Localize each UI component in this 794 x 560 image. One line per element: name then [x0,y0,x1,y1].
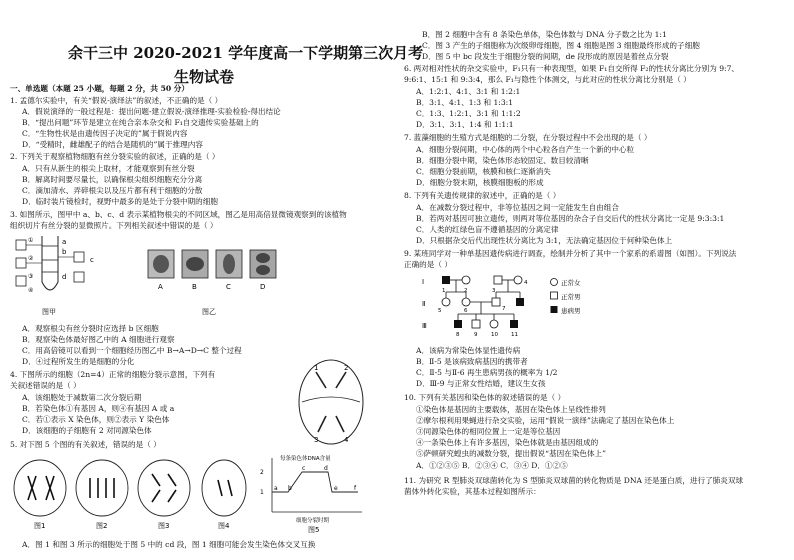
q3-option-d: D．④过程所发生的是细胞的分化 [22,357,135,366]
q3-option-a: A．观察根尖有丝分裂时应选择 b 区细胞 [22,324,159,333]
fig4-label-1: 1 [314,364,319,372]
q1-option-c: C．“生物性状是由遗传因子决定的”属于假说内容 [22,129,188,138]
chart-point-c: c [302,465,306,472]
legend-normal-male: 正常男 [561,293,581,301]
fig5-cells [14,460,246,530]
pedigree-num-4: 4 [524,280,528,286]
question-1: 1. 孟德尔实验中，有关“假说-演绎法”的叙述，不正确的是（ ） [10,96,223,105]
q10-options: A．①②③⑤ B．②③④ C．③④ D．①②⑤ [416,461,568,470]
label-1: ① [28,237,34,244]
q2-option-a: A．只有从新生的根尖上取材，才能观察到有丝分裂 [22,164,195,173]
cell-label-c: C [226,283,231,291]
pedigree-num-6: 6 [464,308,468,314]
q5-option-b: B．图 2 细胞中含有 8 条染色单体，染色体数与 DNA 分子数之比为 1:1 [422,30,667,39]
fig5-caption-5: 图5 [308,526,320,534]
question-3: 3. 如图所示，图甲中 a、b、c、d 表示某植物根尖的不同区域，图乙是用高倍显微镜观察到的该植物 [10,210,347,219]
page-title: 余干三中 2020-2021 学年度高一下学期第三次月考 [68,44,424,62]
q10-statement-1: ①染色体是基因的主要载体，基因在染色体上呈线性排列 [416,405,606,414]
chart-point-b: b [288,485,292,492]
q10-statement-2: ②摩尔根利用果蝇进行杂交实验，运用“假说一演绎”法确定了基因在染色体上 [416,416,675,425]
chart-tick-2: 2 [260,469,264,476]
q5-option-c: C．图 3 产生的子细胞称为次级卵母细胞，图 4 细胞是图 3 细胞最终形成的子细胞 [422,41,700,50]
chart-xlabel: 细胞分裂时期 [296,518,330,524]
q9-option-a: A．该病为常染色体显性遗传病 [416,346,521,355]
q8-option-d: D．只根据杂交后代出现性状分离比为 3:1，无法确定基因位于何种染色体上 [416,236,673,245]
question-7: 7. 蓝藻细胞的生殖方式是细胞的二分裂，在分裂过程中不会出现的是（ ） [404,133,652,142]
q4-option-d: D．该细胞的子细胞有 2 对同源染色体 [22,426,152,435]
q9-option-d: D．Ⅲ-9 与正常女性结婚，建议生女孩 [416,379,546,388]
pedigree-chart [420,272,640,338]
question-10: 10. 下列有关基因和染色体的叙述错误的是（ ） [404,393,566,402]
fig4-label-2: 2 [344,364,349,372]
question-9-cont: 正确的是（ ） [404,260,452,269]
cell-label-d: D [260,283,266,291]
label-a: a [62,238,67,246]
pedigree-num-7: 7 [502,306,506,312]
legend-normal-female: 正常女 [561,279,581,287]
q8-option-b: B．若两对基因可独立遗传，则两对等位基因的杂合子自交后代的性状分离比一定是 9:3:3:1 [416,214,725,223]
label-b: b [62,248,67,256]
legend-affected-male-icon [551,306,558,313]
legend-normal-female-icon [551,279,558,286]
pedigree-i4 [514,276,522,284]
q4-option-a: A．该细胞处于减数第二次分裂后期 [22,393,142,402]
fig5-caption-4: 图4 [218,522,230,530]
fig5-caption-1: 图1 [34,522,46,530]
q5-option-a: A．图 1 和图 3 所示的细胞处于图 5 中的 cd 段，图 1 细胞可能会发生染色体交叉互换 [22,540,316,549]
pedigree-num-1: 1 [442,288,446,294]
q6-option-a: A．1:2:1、4:1、3:1 和 1:2:1 [416,87,521,96]
q9-option-c: C．Ⅱ-5 与Ⅱ-6 再生患病男孩的概率为 1/2 [416,368,558,377]
chart-tick-1: 1 [260,489,264,496]
figure-jia-caption: 图甲 [42,308,56,316]
figure-4 [296,358,366,446]
q1-option-b: B．“提出问题”环节是建立在纯合亲本杂交和 F₁自交遗传实验基础上的 [22,118,259,127]
pedigree-num-5: 5 [438,308,442,314]
q7-option-b: B．细胞分裂中期，染色体形态较固定、数目较清晰 [416,156,589,165]
q10-statement-4: ④一条染色体上有许多基因，染色体就是由基因组成的 [416,438,599,447]
label-4: ④ [28,287,34,294]
label-2: ② [28,255,34,262]
pedigree-i1 [442,276,450,284]
q6-option-b: B．3:1、4:1、1:3 和 1:3:1 [416,98,514,107]
question-6: 6. 两对相对性状的杂交实验中，F₁只有一种表现型，如果 F₁自交所得 F₂的性状分离比分别为 9:7、 [404,64,740,73]
q1-option-a: A．假说演绎的一般过程是：提出问题-建立假说-演绎推理-实验检验-得出结论 [22,107,281,116]
chart-point-e: e [334,485,338,492]
pedigree-num-10: 10 [491,332,498,338]
q8-option-a: A．在减数分裂过程中，非等位基因之间一定能发生自由组合 [416,203,619,212]
pedigree-num-9: 9 [474,332,478,338]
figure-5 [10,452,370,534]
figure-yi-caption: 图乙 [202,308,216,316]
section-heading: 一、单选题（本题 25 小题，每题 2 分，共 50 分） [10,84,189,93]
cell-label-b: B [192,283,197,291]
pedigree-i2 [462,276,470,284]
q6-option-c: C．1:3、1:2:1、3:1 和 1:1:2 [416,109,521,118]
question-11-cont: 菌体外转化实验，其基本过程如图所示： [404,487,541,496]
question-8: 8. 下列有关遗传规律的叙述中，正确的是（ ） [404,191,561,200]
q4-option-c: C．若①表示 X 染色体，则②表示 Y 染色体 [22,415,170,424]
q3-option-c: C．用高倍镜可以看到一个细胞经历图乙中 B→A→D→C 整个过程 [22,346,242,355]
fig5-caption-2: 图2 [96,522,108,530]
chart-point-d: d [324,465,328,472]
q2-option-d: D．临时装片镜检时，视野中最多的是处于分裂中期的细胞 [22,197,218,206]
chart-ylabel: 每条染色体DNA含量 [280,456,331,462]
fig5-chart [260,454,362,534]
pedigree-i3 [494,276,502,284]
q10-statement-5: ⑤萨顿研究蝗虫的减数分裂，提出假说“基因在染色体上” [416,449,607,458]
question-3-cont: 组织切片有丝分裂的显微照片。下列相关叙述中错误的是（ ） [10,221,218,230]
q7-option-a: A．细胞分裂间期，中心体的两个中心粒各自产生一个新的中心粒 [416,145,635,154]
label-3: ③ [28,273,34,280]
gen-label-1: Ⅰ [422,278,425,286]
q3-option-b: B．观察染色体最好图乙中的 A 细胞进行观察 [22,335,175,344]
q10-statement-3: ③同源染色体的相同位置上一定是等位基因 [416,427,561,436]
question-11: 11. 为研究 R 型肺炎双球菌转化为 S 型肺炎双球菌的转化物质是 DNA 还是蛋白质，进行了肺炎双球 [404,476,744,485]
label-d: d [62,273,67,281]
q2-option-c: C．滴加清水、弄碎根尖以及压片都有利于细胞的分散 [22,186,203,195]
q8-option-c: C．人类的红绿色盲不遵循基因的分离定律 [416,225,559,234]
q7-option-c: C．细胞分裂前期，核膜和核仁逐渐消失 [416,167,551,176]
chart-point-f: f [354,485,357,492]
fig4-label-4: 4 [344,436,349,444]
fig4-label-3: 3 [314,436,319,444]
question-2: 2. 下列关于观察植物细胞有丝分裂实验的叙述，正确的是（ ） [10,152,220,161]
question-5: 5. 对下图 5 个图的有关叙述，错误的是（ ） [10,440,161,449]
pedigree-num-8: 8 [456,332,460,338]
q6-option-d: D．3:1、3:1、1:4 和 1:1:1 [416,120,514,129]
question-9: 9. 某班同学对一种单基因遗传病进行调查，绘制并分析了其中一个家系的系谱图（如图）。下列说法 [404,249,737,258]
label-c: c [90,256,94,264]
q5-option-d: D．图 5 中 bc 段发生于细胞分裂的间期，de 段形成的原因是着丝点分裂 [422,52,669,61]
cell-label-a: A [158,283,163,291]
root-tip-diagram [16,236,94,316]
figure-3 [12,232,312,318]
gen-label-2: Ⅱ [422,300,426,308]
gen-label-3: Ⅲ [422,322,427,330]
pedigree-num-2: 2 [464,288,468,294]
q2-option-b: B．解离时间要尽量长，以确保根尖组织细胞充分分离 [22,175,203,184]
mitosis-photos [148,250,276,316]
legend-normal-male-icon [551,292,558,299]
q4-option-b: B．若染色体①有基因 A，则④有基因 A 或 a [22,404,175,413]
legend-affected-male: 患病男 [561,307,581,315]
chart-point-a: a [274,485,278,492]
fig5-caption-3: 图3 [158,522,170,530]
question-4: 4. 下图所示的细胞（2n=4）正常的细胞分裂示意图，下列有 [10,370,216,379]
q7-option-d: D．细胞分裂末期，核膜细胞板的形成 [416,178,544,187]
pedigree-num-3: 3 [492,288,496,294]
question-4-cont: 关叙述错误的是（ ） [10,381,81,390]
page-subtitle: 生物试卷 [174,68,235,86]
question-6-cont: 9:6:1、15:1 和 9:3:4，那么 F₁与隐性个体测交，与此对应的性状分离比分别是（ ） [404,75,691,84]
q1-option-d: D．“受精时，雌雄配子的结合是随机的”属于推理内容 [22,140,203,149]
pedigree-num-11: 11 [511,332,518,338]
q9-option-b: B．Ⅱ-5 是该病致病基因的携带者 [416,357,528,366]
